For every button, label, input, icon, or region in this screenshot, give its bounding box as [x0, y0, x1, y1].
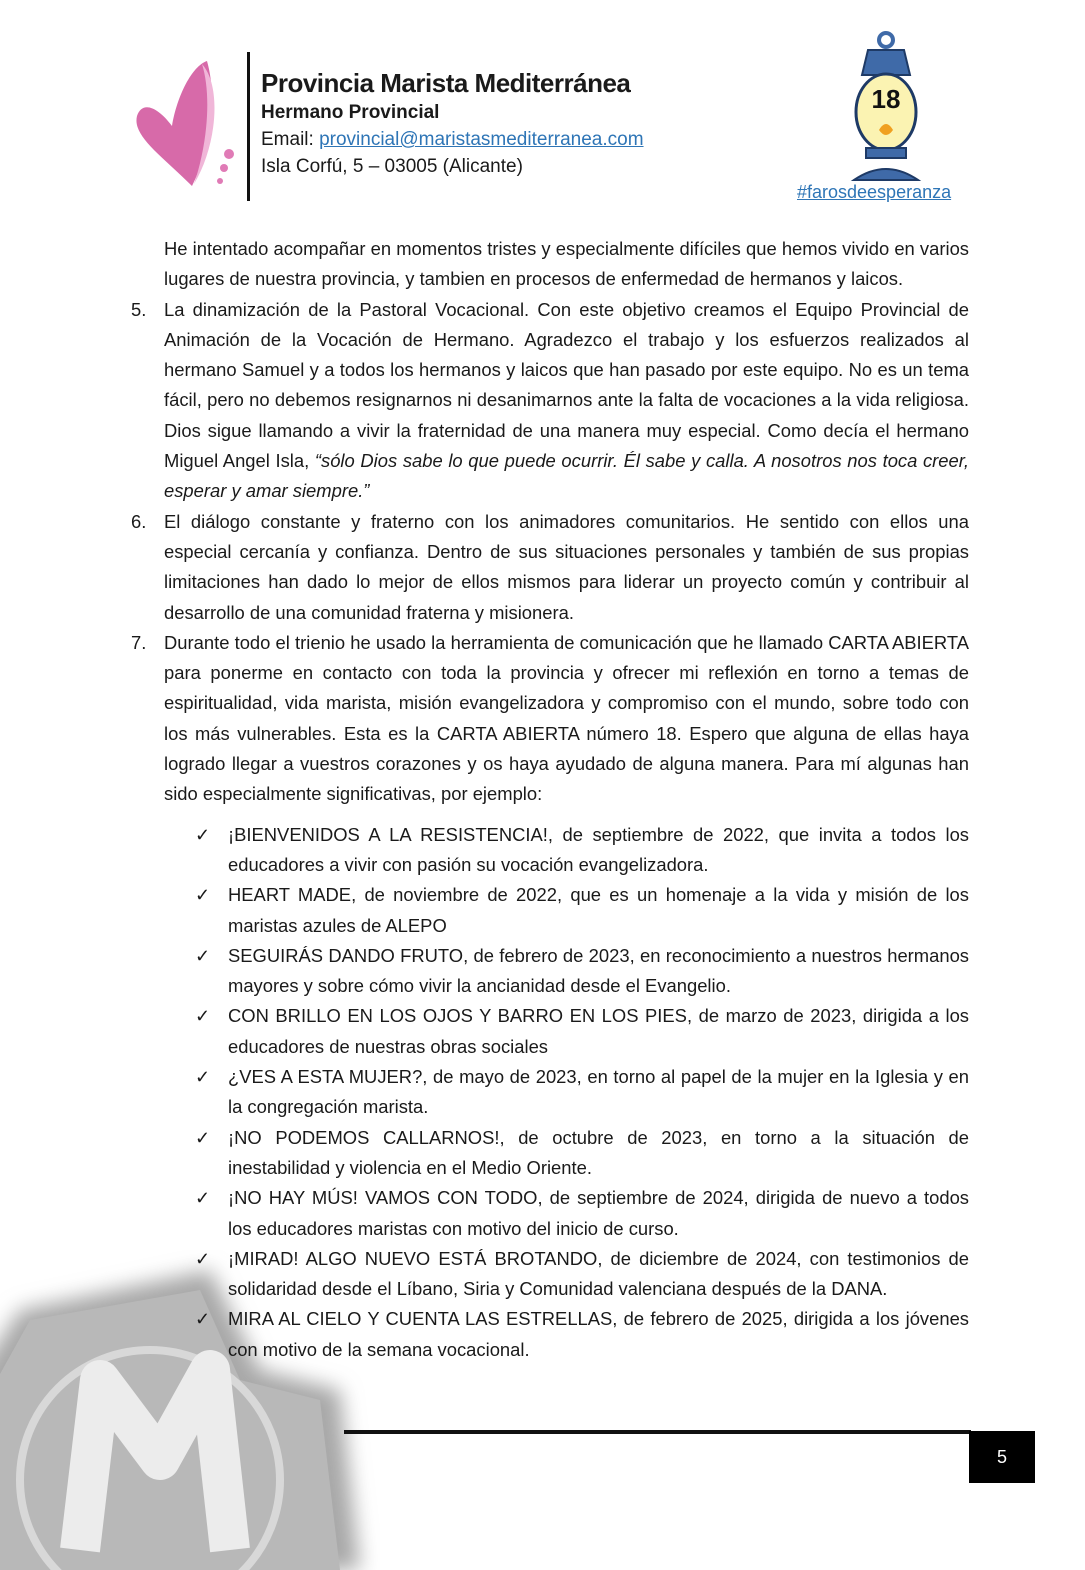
letter-text: HEART MADE, de noviembre de 2022, que es un homenaje a la vida y misión de los maristas azules de ALEPO: [228, 884, 969, 936]
letterhead: [261, 66, 644, 180]
letter-text: ¡NO PODEMOS CALLARNOS!, de octubre de 2023, en torno a la situación de inestabilidad y violencia en el Medio Oriente.: [228, 1126, 969, 1178]
letter-text: CON BRILLO EN LOS OJOS Y BARRO EN LOS PIES, de marzo de 2023, dirigida a los educadores de nuestras obras sociales: [228, 1005, 969, 1057]
list-text: Durante todo el trienio he usado la herramienta de comunicación que he llamado CARTA ABIERTA para ponerme en contacto con toda la provincia y ofrecer mi reflexión en torno a temas de espiritualidad, vida marista, misión evangelizadora y compromiso con el mundo, sobre todo con los más vulnerables. Esta es la CARTA ABIERTA número 18. Espero que alguna de ellas haya logrado llegar a vuestros corazones y os haya ayudado de alguna manera. Para mí algunas han sido especialmente significativas, por ejemplo:: [164, 631, 969, 805]
address: Isla Corfú, 5 – 03005 (Alicante): [261, 156, 523, 177]
list-item-5: [131, 295, 969, 507]
marist-heart-logo: [132, 56, 242, 196]
list-number: 6.: [131, 510, 147, 532]
list-number: 7.: [131, 631, 147, 653]
checkmark-icon: ✓: [195, 1188, 211, 1209]
letter-text: MIRA AL CIELO Y CUENTA LAS ESTRELLAS, de febrero de 2025, dirigida a los jóvenes con motivo de la semana vocacional.: [228, 1308, 969, 1360]
org-title: Provincia Marista Mediterránea: [261, 68, 631, 98]
checkmark-icon: ✓: [195, 1248, 211, 1269]
letter-text: SEGUIRÁS DANDO FRUTO, de febrero de 2023, en reconocimiento a nuestros hermanos mayores y sobre cómo vivir la ancianidad desde el Evangelio.: [228, 944, 969, 997]
hashtag-link[interactable]: #farosdeesperanza: [797, 182, 952, 202]
letter-item: [195, 1001, 969, 1062]
list-text: El diálogo constante y fraterno con los animadores comunitarios. He sentido con ellos una especial cercanía y confianza. Dentro de sus situaciones personales y también de sus propias limitaciones han dado lo mejor de ellos mismos para liderar un proyecto común y contribuir al desarrollo de una comunidad fraterna y misionera.: [164, 510, 969, 623]
checkmark-icon: ✓: [195, 1067, 211, 1088]
lantern-icon: [846, 30, 926, 185]
page-number-text: 5: [996, 1446, 1007, 1467]
letter-item: [195, 1062, 969, 1123]
quote: “sólo Dios sabe lo que puede ocurrir. Él sabe y calla. A nosotros nos toca creer, esperar y amar siempre.”: [164, 450, 969, 502]
intro-paragraph: He intentado acompañar en momentos tristes y especialmente difíciles que hemos vivido en varios lugares de nuestra provincia, y tambien en procesos de enfermedad de hermanos y laicos.: [164, 238, 969, 290]
header-divider: [247, 52, 250, 201]
page-number: [969, 1431, 1035, 1483]
checkmark-icon: ✓: [195, 1127, 211, 1148]
email-label: Email:: [261, 129, 320, 150]
letter-item: [195, 1244, 969, 1305]
letter-text: ¡BIENVENIDOS A LA RESISTENCIA!, de septiembre de 2022, que invita a todos los educadores a vivir con pasión su vocación evangelizadora.: [228, 823, 969, 875]
email-link[interactable]: provincial@maristasmediterranea.com: [319, 129, 644, 150]
letter-item: [195, 1183, 969, 1244]
letter-text: ¡NO HAY MÚS! VAMOS CON TODO, de septiembre de 2024, dirigida de nuevo a todos los educadores maristas con motivo del inicio de curso.: [228, 1187, 969, 1239]
letter-item: [195, 1304, 969, 1365]
checkmark-icon: ✓: [195, 1006, 211, 1027]
checkmark-icon: ✓: [195, 945, 211, 966]
letter-text: ¡MIRAD! ALGO NUEVO ESTÁ BROTANDO, de diciembre de 2024, con testimonios de solidaridad desde el Líbano, Siria y Comunidad valenciana después de la DANA.: [228, 1247, 969, 1300]
checkmark-icon: ✓: [195, 885, 211, 906]
list-number: 5.: [131, 298, 147, 320]
list-text: La dinamización de la Pastoral Vocacional. Con este objetivo creamos el Equipo Provincial de Animación de la Vocación de Hermano. Agradezco el trabajo y los esfuerzos realizados al hermano Samuel y a todos los hermanos y laicos que han pasado por este equipo. No es un tema fácil, pero no debemos resignarnos ni desanimarnos ante la falta de vocaciones a la vida religiosa. Dios sigue llamando a vivir la fraternidad de una manera muy especial. Como decía el hermano Miguel Angel Isla,: [164, 298, 969, 472]
org-subtitle: Hermano Provincial: [261, 102, 440, 123]
lantern-number: 18: [871, 84, 901, 114]
letter-item: [195, 880, 969, 941]
document-body: [131, 234, 969, 1365]
checkmark-icon: ✓: [195, 1309, 211, 1330]
letter-item: [195, 1123, 969, 1184]
list-item-6: [131, 507, 969, 628]
letter-item: [195, 820, 969, 881]
letters-checklist: [195, 820, 969, 1365]
checkmark-icon: ✓: [195, 824, 211, 845]
letter-text: ¿VES A ESTA MUJER?, de mayo de 2023, en torno al papel de la mujer en la Iglesia y en la congregación marista.: [228, 1066, 969, 1118]
letter-item: [195, 941, 969, 1002]
footer-rule: [344, 1430, 971, 1434]
list-item-7: [131, 628, 969, 810]
